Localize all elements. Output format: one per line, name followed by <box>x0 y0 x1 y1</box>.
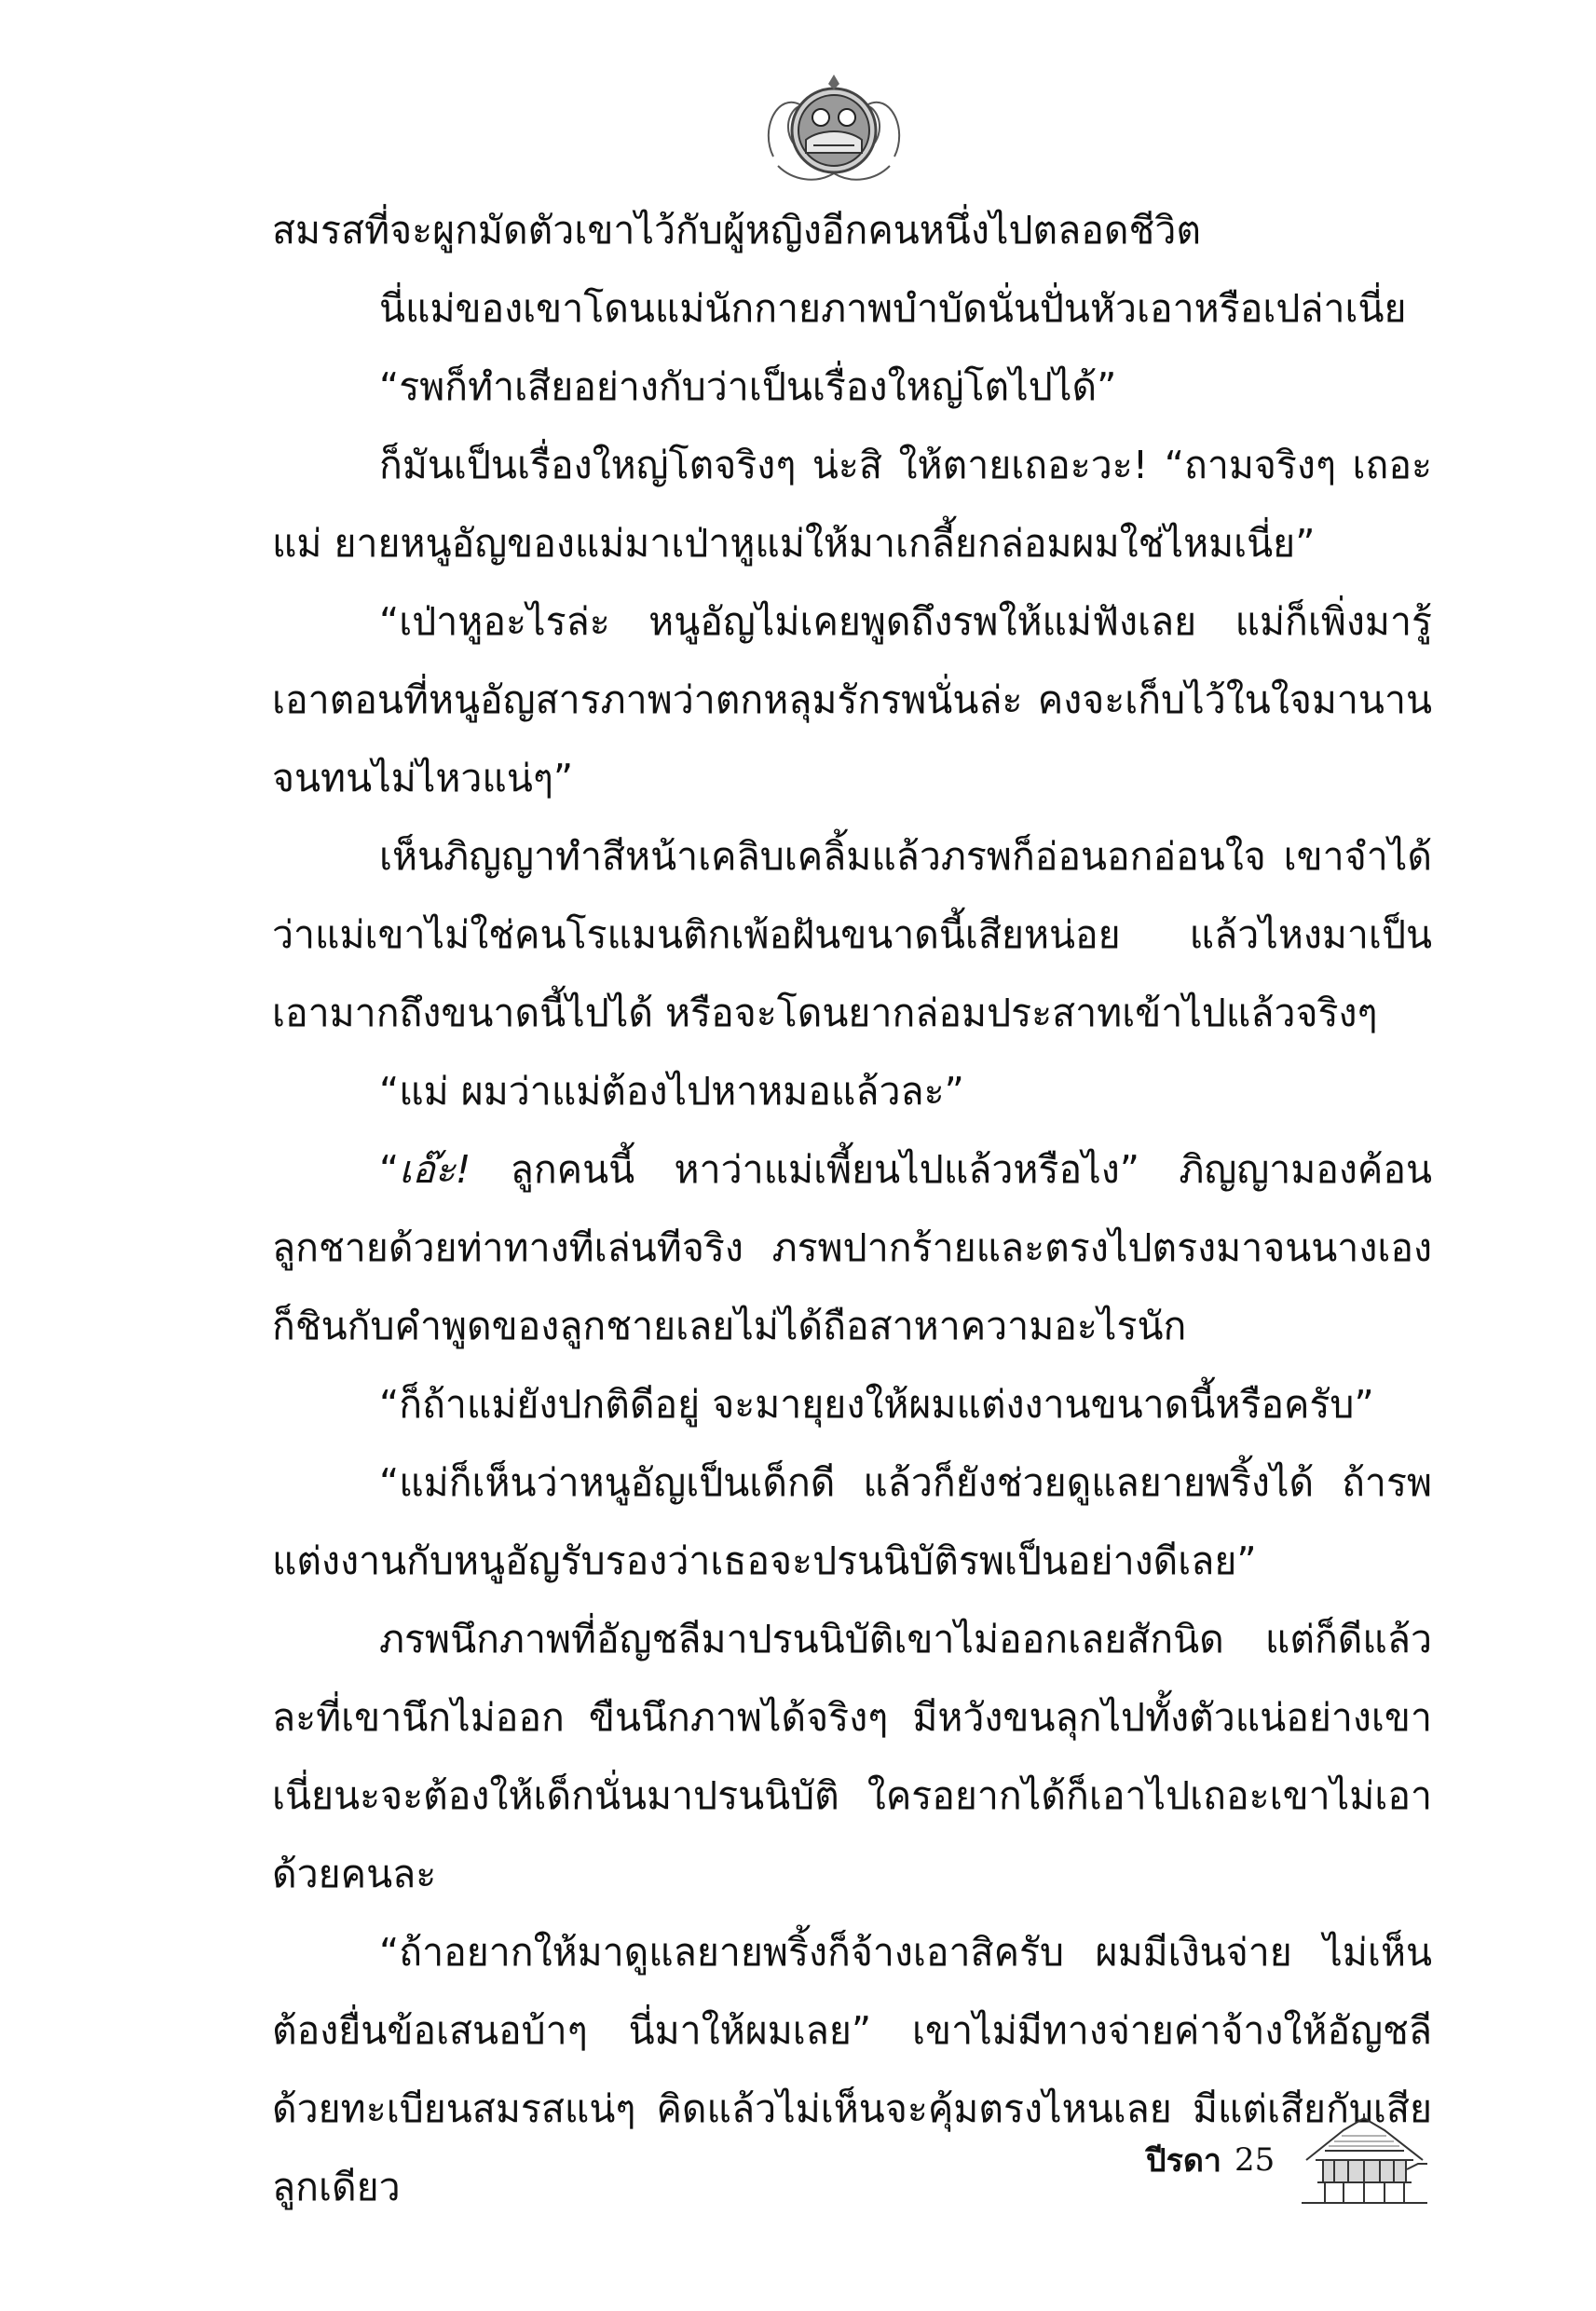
paragraph: “แม่ก็เห็นว่าหนูอัญเป็นเด็กดี แล้วก็ยังช่วยดูแลยายพริ้งได้ ถ้ารพแต่งงานกับหนูอัญรับรองว่าเธอจะปรนนิบัติรพเป็นอย่างดีเลย” <box>272 1460 1432 1583</box>
paragraph: “แม่ ผมว่าแม่ต้องไปหาหมอแล้วละ” <box>379 1069 964 1114</box>
thai-house-icon <box>1297 2113 1432 2207</box>
paragraph: เห็นภิญญาทำสีหน้าเคลิบเคลิ้มแล้วภรพก็อ่อนอกอ่อนใจ เขาจำได้ว่าแม่เขาไม่ใช่คนโรแมนติกเพ้อฝันขนาดนี้เสียหน่อย แล้วไหงมาเป็นเอามากถึงขนาดนี้ไปได้ หรือจะโดนยากล่อมประสาทเข้าไปแล้วจริงๆ <box>272 834 1432 1035</box>
paragraph: “เป่าหูอะไรล่ะ หนูอัญไม่เคยพูดถึงรพให้แม่ฟังเลย แม่ก็เพิ่งมารู้เอาตอนที่หนูอัญสารภาพว่าตกหลุมรักรพนั่นล่ะ คงจะเก็บไว้ในใจมานานจนทนไม่ไหวแน่ๆ” <box>272 599 1432 800</box>
paragraph: นี่แม่ของเขาโดนแม่นักกายภาพบำบัดนั่นปั่นหัวเอาหรือเปล่าเนี่ย <box>379 286 1407 331</box>
book-title: ปีรดา <box>1146 2142 1222 2180</box>
paragraph: สมรสที่จะผูกมัดตัวเขาไว้กับผู้หญิงอีกคนหนึ่งไปตลอดชีวิต <box>272 208 1201 253</box>
paragraph: ภรพนึกภาพที่อัญชลีมาปรนนิบัติเขาไม่ออกเลยสักนิด แต่ก็ดีแล้วละที่เขานึกไม่ออก ขืนนึกภาพได้จริงๆ มีหวังขนลุกไปทั้งตัวแน่อย่างเขาเนี่ยนะจะต้องให้เด็กนั่นมาปรนนิบัติ ใครอยากได้ก็เอาไปเถอะเขาไม่เอาด้วยคนละ <box>272 1617 1432 1896</box>
paragraph: “ก็ถ้าแม่ยังปกติดีอยู่ จะมายุยงให้ผมแต่งงานขนาดนี้หรือครับ” <box>379 1382 1374 1427</box>
paragraph: “ถ้าอยากให้มาดูแลยายพริ้งก็จ้างเอาสิครับ ผมมีเงินจ่าย ไม่เห็นต้องยื่นข้อเสนอบ้าๆ นี่มาให้ผมเลย” เขาไม่มีทางจ่ายค่าจ้างให้อัญชลีด้วยทะเบียนสมรสแน่ๆ คิดแล้วไม่เห็นจะคุ้มตรงไหนเลย มีแต่เสียกับเสียลูกเดียว <box>272 1930 1432 2209</box>
body-text <box>272 191 1432 2226</box>
exclamation: เอ๊ะ! <box>399 1147 471 1192</box>
page-number: 25 <box>1235 2141 1275 2179</box>
ornamental-emblem-logo-icon <box>759 54 908 194</box>
paragraph: ก็มันเป็นเรื่องใหญ่โตจริงๆ น่ะสิ ให้ตายเถอะวะ! “ถามจริงๆ เถอะแม่ ยายหนูอัญของแม่มาเป่าหูแม่ให้มาเกลี้ยกล่อมผมใช่ไหมเนี่ย” <box>272 443 1432 566</box>
quote-open: “ <box>379 1147 400 1192</box>
page-footer <box>1146 2113 1432 2207</box>
paragraph-rest: ลูกคนนี้ หาว่าแม่เพี้ยนไปแล้วหรือไง” ภิญญามองค้อนลูกชายด้วยท่าทางทีเล่นทีจริง ภรพปากร้ายและตรงไปตรงมาจนนางเองก็ชินกับคำพูดของลูกชายเลยไม่ได้ถือสาหาความอะไรนัก <box>272 1147 1432 1348</box>
paragraph: “รพก็ทำเสียอย่างกับว่าเป็นเรื่องใหญ่โตไปได้” <box>379 364 1117 409</box>
paragraph <box>272 1130 1432 1365</box>
